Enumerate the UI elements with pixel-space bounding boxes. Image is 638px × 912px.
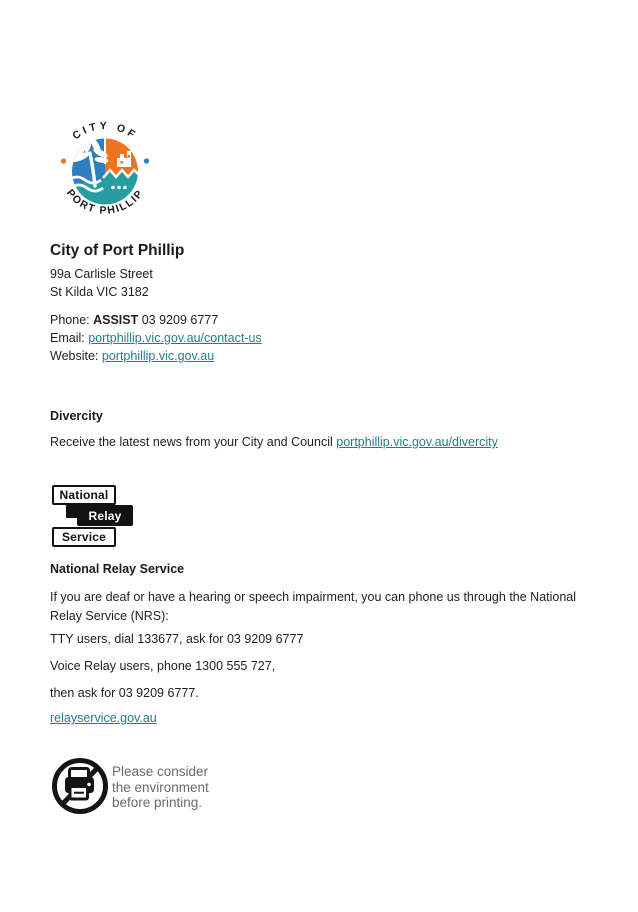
logo-emblem — [69, 135, 141, 205]
phone-number: 03 9209 6777 — [138, 313, 219, 327]
nrs-voice-line: Voice Relay users, phone 1300 555 727, — [50, 659, 276, 673]
nrs-then-line: then ask for 03 9209 6777. — [50, 686, 199, 700]
address — [50, 266, 153, 301]
nrs-intro-line-2: Relay Service (NRS): — [50, 609, 169, 623]
nrs-link-line — [50, 711, 157, 725]
logo-arc-bottom-text: PORT PHILLIP — [63, 187, 147, 217]
print-notice-line-1: Please consider — [112, 764, 209, 779]
contact-us-link[interactable]: portphillip.vic.gov.au/contact-us — [88, 331, 262, 345]
email-line — [50, 331, 262, 345]
page-title: City of Port Phillip — [50, 242, 185, 259]
phone-label: Phone: — [50, 313, 94, 327]
relayservice-link[interactable]: relayservice.gov.au — [50, 711, 157, 725]
logo-right-dot — [144, 158, 149, 163]
website-line — [50, 349, 214, 363]
print-notice — [112, 764, 209, 811]
divercity-line — [50, 435, 498, 449]
nrs-intro — [50, 588, 576, 626]
nrs-logo-relay-box: Relay — [77, 505, 133, 526]
website-link[interactable]: portphillip.vic.gov.au — [101, 349, 215, 363]
print-notice-line-2: the environment — [112, 779, 209, 795]
divercity-title: Divercity — [50, 409, 103, 423]
city-of-port-phillip-logo-icon — [56, 120, 152, 226]
nrs-title: National Relay Service — [50, 562, 185, 576]
nrs-logo-national-box: National — [52, 485, 116, 505]
print-notice-line-3: before printing. — [112, 795, 203, 810]
address-line-1: 99a Carlisle Street — [50, 267, 153, 281]
website-label: Website: — [50, 349, 102, 363]
divercity-link[interactable]: portphillip.vic.gov.au/divercity — [336, 435, 498, 449]
nrs-intro-line-1: If you are deaf or have a hearing or speech impairment, you can phone us through the National — [50, 590, 577, 604]
nrs-logo-service-box: Service — [52, 527, 116, 547]
national-relay-service-logo-icon — [52, 485, 138, 549]
phone-assist: ASSIST — [93, 313, 139, 327]
logo-left-dot — [61, 158, 66, 163]
no-printing-icon — [51, 757, 109, 815]
nrs-tty-line: TTY users, dial 133677, ask for 03 9209 6777 — [50, 632, 304, 646]
phone-line — [50, 313, 218, 327]
email-label: Email: — [50, 331, 89, 345]
address-line-2: St Kilda VIC 3182 — [50, 284, 149, 299]
logo-arc-top-text: CITY OF — [70, 120, 140, 143]
divercity-text: Receive the latest news from your City and Council — [50, 435, 337, 449]
